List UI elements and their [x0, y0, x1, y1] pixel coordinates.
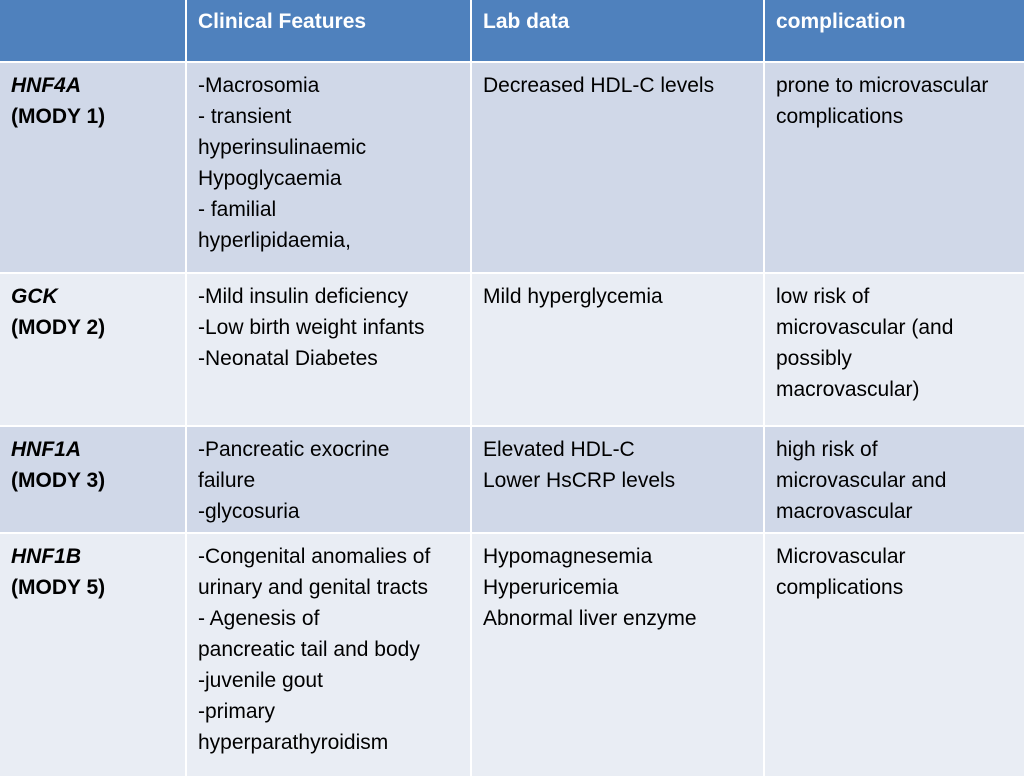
clinical-cell-hnf4a: [187, 63, 470, 272]
clinical-line: -Low birth weight infants: [198, 316, 425, 339]
complication-line: possibly: [776, 347, 852, 370]
gene-name: HNF4A: [11, 74, 82, 97]
lab-line: Abnormal liver enzyme: [483, 607, 697, 630]
lab-line: Hypomagnesemia: [483, 545, 653, 568]
lab-line: Elevated HDL-C: [483, 438, 635, 461]
complication-cell-hnf4a: [765, 63, 1024, 272]
clinical-line: - Agenesis of: [198, 607, 320, 630]
complication-cell-hnf1a: [765, 427, 1024, 532]
clinical-cell-hnf1b: [187, 534, 470, 776]
clinical-line: urinary and genital tracts: [198, 576, 428, 599]
complication-line: complications: [776, 105, 904, 128]
lab-line: Lower HsCRP levels: [483, 469, 676, 492]
header-lab-data: Lab data: [472, 0, 763, 61]
lab-line: Decreased HDL-C levels: [483, 74, 715, 97]
clinical-line: hyperlipidaemia,: [198, 229, 351, 252]
header-complication: complication: [765, 0, 1024, 61]
mody-type: (MODY 5): [11, 576, 106, 599]
complication-line: microvascular (and: [776, 316, 954, 339]
header-clinical-features: Clinical Features: [187, 0, 470, 61]
gene-name: GCK: [11, 285, 58, 308]
complication-line: high risk of: [776, 438, 878, 461]
gene-cell-gck: [0, 274, 185, 425]
lab-cell-hnf1b: [472, 534, 763, 776]
lab-cell-hnf4a: [472, 63, 763, 272]
lab-cell-gck: [472, 274, 763, 425]
gene-cell-hnf1a: [0, 427, 185, 532]
gene-cell-hnf1b: [0, 534, 185, 776]
clinical-line: - familial: [198, 198, 277, 221]
complication-cell-hnf1b: [765, 534, 1024, 776]
gene-name: HNF1B: [11, 545, 82, 568]
complication-line: Microvascular: [776, 545, 906, 568]
clinical-line: -juvenile gout: [198, 669, 323, 692]
mody-type: (MODY 2): [11, 316, 106, 339]
gene-cell-hnf4a: [0, 63, 185, 272]
complication-cell-gck: [765, 274, 1024, 425]
mody-type: (MODY 1): [11, 105, 106, 128]
complication-line: prone to microvascular: [776, 74, 989, 97]
clinical-line: Hypoglycaemia: [198, 167, 342, 190]
clinical-line: -glycosuria: [198, 500, 300, 523]
clinical-cell-hnf1a: [187, 427, 470, 532]
clinical-line: hyperparathyroidism: [198, 731, 389, 754]
clinical-line: pancreatic tail and body: [198, 638, 420, 661]
lab-line: Hyperuricemia: [483, 576, 619, 599]
clinical-line: hyperinsulinaemic: [198, 136, 367, 159]
complication-line: microvascular and: [776, 469, 947, 492]
clinical-line: - transient: [198, 105, 292, 128]
clinical-cell-gck: [187, 274, 470, 425]
clinical-line: -Congenital anomalies of: [198, 545, 431, 568]
complication-line: complications: [776, 576, 904, 599]
lab-line: Mild hyperglycemia: [483, 285, 663, 308]
gene-name: HNF1A: [11, 438, 82, 461]
mody-type: (MODY 3): [11, 469, 106, 492]
clinical-line: -Neonatal Diabetes: [198, 347, 378, 370]
lab-cell-hnf1a: [472, 427, 763, 532]
clinical-line: -Pancreatic exocrine: [198, 438, 390, 461]
complication-line: low risk of: [776, 285, 870, 308]
clinical-line: -Mild insulin deficiency: [198, 285, 409, 308]
complication-line: macrovascular: [776, 500, 913, 523]
clinical-line: -Macrosomia: [198, 74, 320, 97]
clinical-line: -primary: [198, 700, 275, 723]
header-cell-empty: [0, 0, 185, 61]
clinical-line: failure: [198, 469, 256, 492]
complication-line: macrovascular): [776, 378, 920, 401]
